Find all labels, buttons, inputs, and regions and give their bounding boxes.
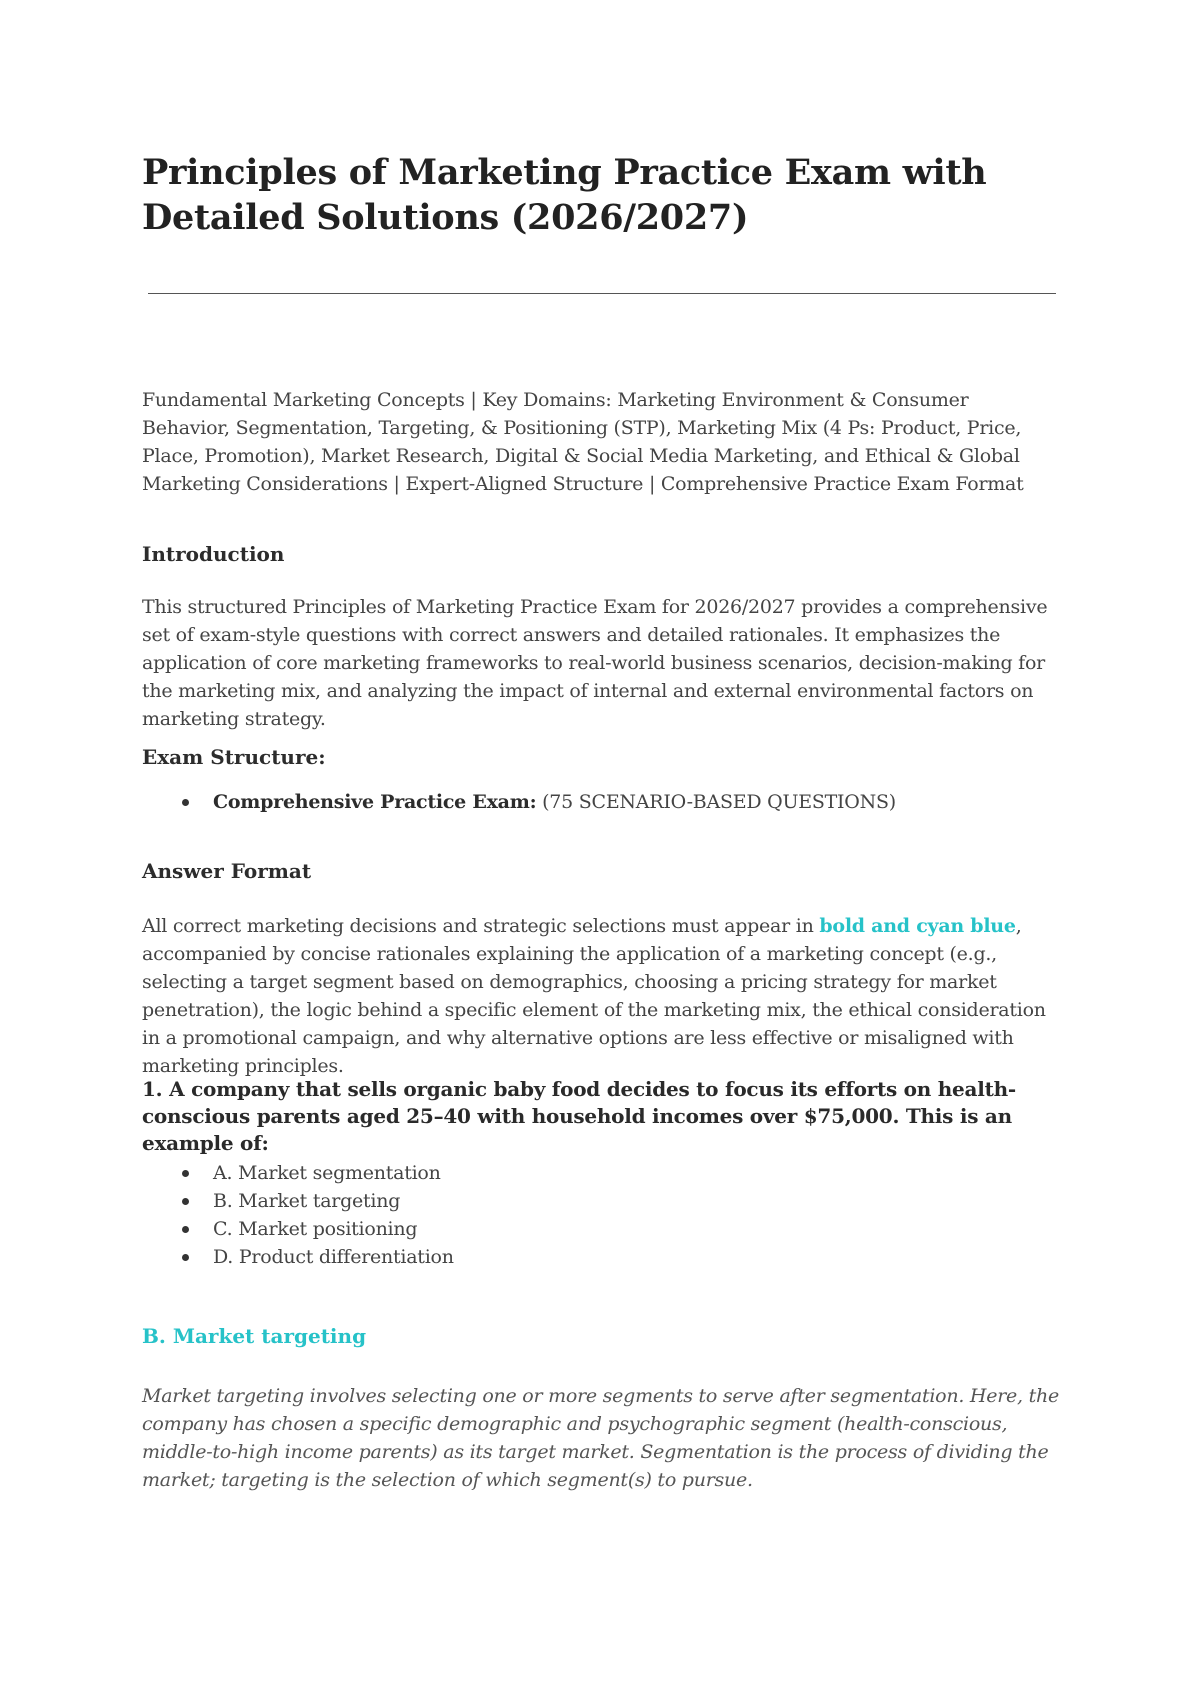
question-1-answer: B. Market targeting <box>142 1324 367 1348</box>
bullet-icon <box>182 1170 189 1177</box>
introduction-text: This structured Principles of Marketing Practice Exam for 2026/2027 provides a comprehensive set of exam-style questions with correct answers and detailed rationales. It emphasizes the application of core marketing frameworks to real-world business scenarios, decision-making for the marketing mix, and analyzing the impact of internal and external environmental factors on marketing strategy. <box>142 596 1048 730</box>
option-c: C. Market positioning <box>213 1218 418 1240</box>
answer-format-highlight: bold and cyan blue <box>819 915 1016 937</box>
option-a: A. Market segmentation <box>213 1162 441 1184</box>
exam-structure-list <box>142 788 896 816</box>
title-divider <box>148 293 1056 294</box>
document-page <box>142 150 1062 1491</box>
option-b: B. Market targeting <box>213 1190 401 1212</box>
introduction-heading: Introduction <box>142 542 285 566</box>
answer-format-text-before: All correct marketing decisions and strategic selections must appear in <box>142 915 820 937</box>
question-1-text: 1. A company that sells organic baby food decides to focus its efforts on health-conscious parents aged 25–40 with household incomes over $75,000. This is an example of: <box>142 1077 1016 1155</box>
question-1-options <box>142 1159 454 1271</box>
exam-structure-item-label: Comprehensive Practice Exam: <box>213 791 537 813</box>
bullet-icon <box>182 1226 189 1233</box>
bullet-icon <box>182 799 189 806</box>
bullet-icon <box>182 1198 189 1205</box>
exam-structure-heading: Exam Structure: <box>142 745 326 769</box>
list-item <box>142 1159 454 1187</box>
document-title: Principles of Marketing Practice Exam with Detailed Solutions (2026/2027) <box>142 152 987 238</box>
bullet-icon <box>182 1254 189 1261</box>
answer-format-text-after: , accompanied by concise rationales explaining the application of a marketing concept (e.g., selecting a target segment based on demographics, choosing a pricing strategy for market penetration), the logic behind a specific element of the marketing mix, the ethical consideration in a promotional campaign, and why alternative options are less effective or misaligned with marketing principles. <box>142 915 1046 1077</box>
answer-format-heading: Answer Format <box>142 859 312 883</box>
answer-format-text <box>142 912 1062 1080</box>
list-item <box>142 788 896 816</box>
list-item <box>142 1243 454 1271</box>
question-1-rationale: Market targeting involves selecting one or more segments to serve after segmentation. Here, the company has chosen a specific demographic and psychographic segment (health-conscious, middle-to-high income parents) as its target market. Segmentation is the process of dividing the market; targeting is the selection of which segment(s) to pursue. <box>142 1385 1060 1491</box>
document-subtitle: Fundamental Marketing Concepts | Key Domains: Marketing Environment & Consumer Behavior, Segmentation, Targeting, & Positioning (STP), Marketing Mix (4 Ps: Product, Price, Place, Promotion), Market Research, Digital & Social Media Marketing, and Ethical & Global Marketing Considerations | Expert-Aligned Structure | Comprehensive Practice Exam Format <box>142 389 1024 495</box>
option-d: D. Product differentiation <box>213 1246 454 1268</box>
exam-structure-item-value: (75 SCENARIO-BASED QUESTIONS) <box>536 791 896 813</box>
list-item <box>142 1187 454 1215</box>
list-item <box>142 1215 454 1243</box>
